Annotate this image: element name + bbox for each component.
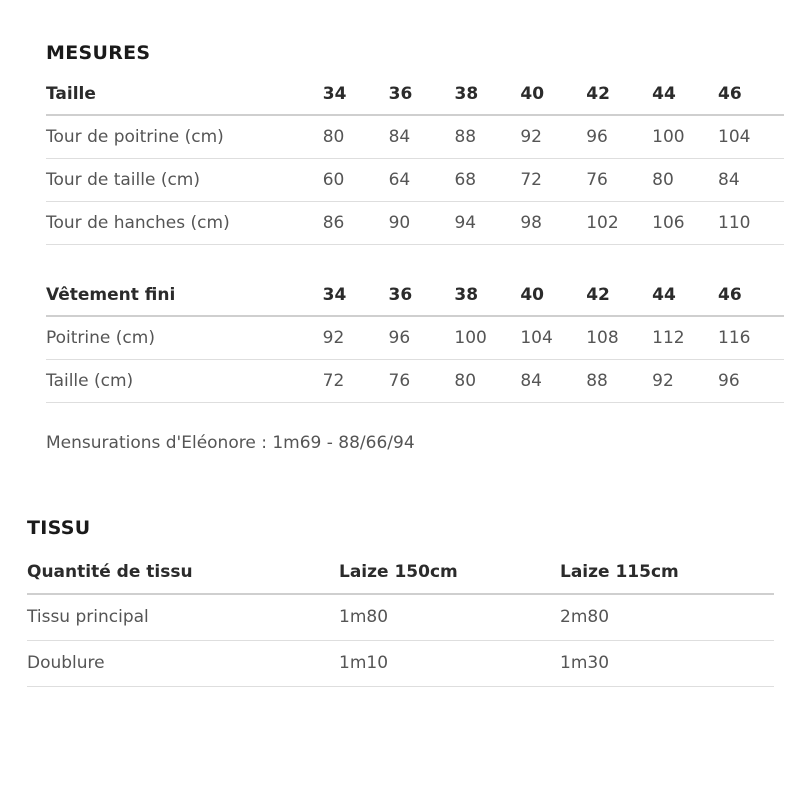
table-cell: 80 — [454, 359, 520, 402]
table-header-row — [46, 73, 784, 115]
header-cell: 38 — [454, 274, 520, 316]
header-cell: 46 — [718, 274, 784, 316]
header-cell: 44 — [652, 274, 718, 316]
table-cell: 86 — [323, 201, 389, 244]
table-cell: 102 — [586, 201, 652, 244]
header-cell: 36 — [389, 274, 455, 316]
table-cell: 92 — [652, 359, 718, 402]
table-cell: 98 — [520, 201, 586, 244]
row-label: Doublure — [27, 640, 339, 686]
measures-title: MESURES — [46, 42, 151, 64]
table-cell: 84 — [520, 359, 586, 402]
table-cell: 2m80 — [560, 594, 774, 640]
table-cell: 106 — [652, 201, 718, 244]
row-label: Tour de taille (cm) — [46, 158, 323, 201]
header-cell: Laize 150cm — [339, 550, 560, 594]
row-label: Tissu principal — [27, 594, 339, 640]
table-row — [27, 640, 774, 686]
table-cell: 94 — [454, 201, 520, 244]
table-cell: 104 — [520, 316, 586, 359]
model-measurements-note: Mensurations d'Eléonore : 1m69 - 88/66/94 — [46, 433, 415, 453]
header-cell: 42 — [586, 274, 652, 316]
header-cell: 42 — [586, 73, 652, 115]
row-label: Tour de hanches (cm) — [46, 201, 323, 244]
table-cell: 80 — [323, 115, 389, 158]
table-cell: 96 — [718, 359, 784, 402]
header-cell: 44 — [652, 73, 718, 115]
header-cell: 34 — [323, 274, 389, 316]
table-row — [46, 359, 784, 402]
row-label: Tour de poitrine (cm) — [46, 115, 323, 158]
header-cell: 38 — [454, 73, 520, 115]
header-cell: 40 — [520, 274, 586, 316]
finished-garment-table — [46, 274, 784, 403]
header-cell: Quantité de tissu — [27, 550, 339, 594]
table-cell: 90 — [389, 201, 455, 244]
table-header-row — [27, 550, 774, 594]
table-cell: 116 — [718, 316, 784, 359]
fabric-title: TISSU — [27, 517, 91, 539]
table-cell: 60 — [323, 158, 389, 201]
fabric-table — [27, 550, 774, 687]
body-measurements-table — [46, 73, 784, 245]
table-cell: 80 — [652, 158, 718, 201]
table-row — [46, 201, 784, 244]
table-row — [27, 594, 774, 640]
header-cell: Taille — [46, 73, 323, 115]
header-cell: 36 — [389, 73, 455, 115]
table-cell: 84 — [389, 115, 455, 158]
table-cell: 88 — [586, 359, 652, 402]
table-cell: 100 — [454, 316, 520, 359]
table-cell: 88 — [454, 115, 520, 158]
header-cell: 34 — [323, 73, 389, 115]
table-cell: 1m80 — [339, 594, 560, 640]
table-cell: 64 — [389, 158, 455, 201]
table-cell: 68 — [454, 158, 520, 201]
table-cell: 112 — [652, 316, 718, 359]
table-cell: 92 — [520, 115, 586, 158]
table-cell: 110 — [718, 201, 784, 244]
table-cell: 76 — [389, 359, 455, 402]
header-cell: 40 — [520, 73, 586, 115]
row-label: Poitrine (cm) — [46, 316, 323, 359]
table-header-row — [46, 274, 784, 316]
table-cell: 108 — [586, 316, 652, 359]
table-cell: 104 — [718, 115, 784, 158]
table-row — [46, 316, 784, 359]
header-cell: Laize 115cm — [560, 550, 774, 594]
header-cell: Vêtement fini — [46, 274, 323, 316]
table-cell: 1m10 — [339, 640, 560, 686]
table-cell: 96 — [586, 115, 652, 158]
table-cell: 72 — [520, 158, 586, 201]
table-cell: 84 — [718, 158, 784, 201]
table-cell: 96 — [389, 316, 455, 359]
row-label: Taille (cm) — [46, 359, 323, 402]
table-row — [46, 115, 784, 158]
table-cell: 1m30 — [560, 640, 774, 686]
table-cell: 76 — [586, 158, 652, 201]
table-cell: 72 — [323, 359, 389, 402]
table-cell: 100 — [652, 115, 718, 158]
header-cell: 46 — [718, 73, 784, 115]
table-cell: 92 — [323, 316, 389, 359]
table-row — [46, 158, 784, 201]
